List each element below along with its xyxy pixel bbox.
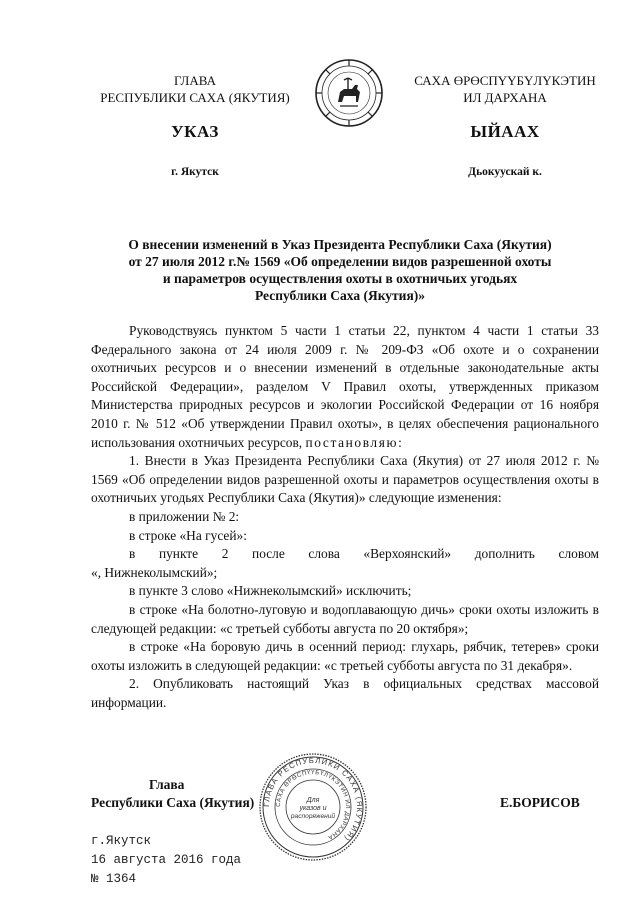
- city-ru: г. Якутск: [171, 166, 219, 178]
- stamp-center-line2: указов и: [299, 805, 327, 812]
- header-left-line1: ГЛАВА: [174, 73, 216, 88]
- document-footer: [91, 832, 241, 889]
- title-line: Республики Саха (Якутия)»: [254, 288, 425, 303]
- paragraph-item-1: 1. Внести в Указ Президента Республики Саха (Якутия) от 27 июля 2012 г. № 1569 «Об определении видов разрешенной охоты и параметров осуществления охоты в охотничьих угодьях Республики Саха (Якутия)» следующие изменения:: [91, 453, 599, 506]
- city-sah: Дьокуускай к.: [468, 166, 542, 178]
- document-kind-sah: ЫЙААХ: [470, 122, 540, 141]
- stamp-inner-text: САХА ӨРӨСПҮҮБҮЛҮКЭТИН ИЛ ДАРХАНА: [275, 769, 351, 841]
- document-kind-ru: УКАЗ: [171, 122, 219, 141]
- paragraph-point-2: в пункте 2 после слова «Верхоянский» дополнить словом: [129, 546, 599, 562]
- footer-number: № 1364: [91, 872, 137, 886]
- paragraph-point-3: в пункте 3 слово «Нижнеколымский» исключить;: [129, 583, 412, 599]
- signatory-name: Е.БОРИСОВ: [500, 795, 580, 810]
- signatory-title-line2: Республики Саха (Якутия): [91, 795, 255, 810]
- signatory-title: [91, 776, 254, 812]
- header-right-line1: САХА ӨРӨСПҮҮБҮЛҮКЭТИН: [414, 73, 596, 88]
- paragraph-item-2: 2. Опубликовать настоящий Указ в официальных средствах массовой информации.: [91, 676, 599, 710]
- official-stamp: [258, 752, 368, 862]
- paragraph-geese: в строке «На гусей»:: [129, 527, 247, 543]
- paragraph-wetland-game: в строке «На болотно-луговую и водоплавающую дичь» сроки охоты изложить в следующей редакции: «с третьей субботы августа по 20 октября»;: [91, 601, 599, 636]
- paragraph-preamble: [91, 322, 599, 452]
- decree-word: постановляю:: [305, 434, 404, 450]
- document-body: [91, 322, 599, 712]
- stamp-center-line1: Для: [306, 797, 320, 804]
- header-right-line2: ИЛ ДАРХАНА: [463, 90, 547, 105]
- stamp-center-line3: распоряжений: [290, 813, 336, 820]
- header-right: [400, 72, 610, 106]
- document-title: [80, 236, 600, 304]
- header-left: [80, 72, 310, 106]
- coat-of-arms-emblem-icon: [314, 58, 384, 128]
- preamble-text: Руководствуясь пунктом 5 части 1 статьи 22, пунктом 4 части 1 статьи 33 Федерального закона от 24 июля 2009 г. № 209-ФЗ «Об охоте и о сохранении охотничьих ресурсов и о внесении изменений в отдельные законодательные акты Российской Федерации», разделом V Правил охоты, утвержденных приказом Министерства природных ресурсов и экологии Российской Федерации от 16 ноября 2010 г. № 512 «Об утверждении Правил охоты», в целях обеспечения рационального использования охотничьих ресурсов,: [91, 323, 599, 450]
- paragraph-forest-game: в строке «На боровую дичь в осенний период: глухарь, рябчик, тетерев» сроки охоты изложить в следующей редакции: «с третьей субботы августа по 31 декабря».: [91, 639, 599, 673]
- paragraph-point-2-cont: «, Нижнеколымский»;: [91, 564, 218, 580]
- header-left-line2: РЕСПУБЛИКИ САХА (ЯКУТИЯ): [100, 90, 290, 105]
- footer-city: г.Якутск: [91, 834, 152, 848]
- stamp-outer-text: ГЛАВА РЕСПУБЛИКИ САХА (ЯКУТИЯ): [261, 755, 365, 844]
- title-line: О внесении изменений в Указ Президента Республики Саха (Якутия): [128, 237, 552, 252]
- signatory-title-line1: Глава: [149, 777, 185, 792]
- title-line: и параметров осуществления охоты в охотничьих угодьях: [162, 271, 518, 286]
- paragraph-annex: в приложении № 2:: [129, 508, 240, 524]
- footer-date: 16 августа 2016 года: [91, 853, 242, 867]
- title-line: от 27 июля 2012 г.№ 1569 «Об определении видов разрешенной охоты: [128, 254, 552, 269]
